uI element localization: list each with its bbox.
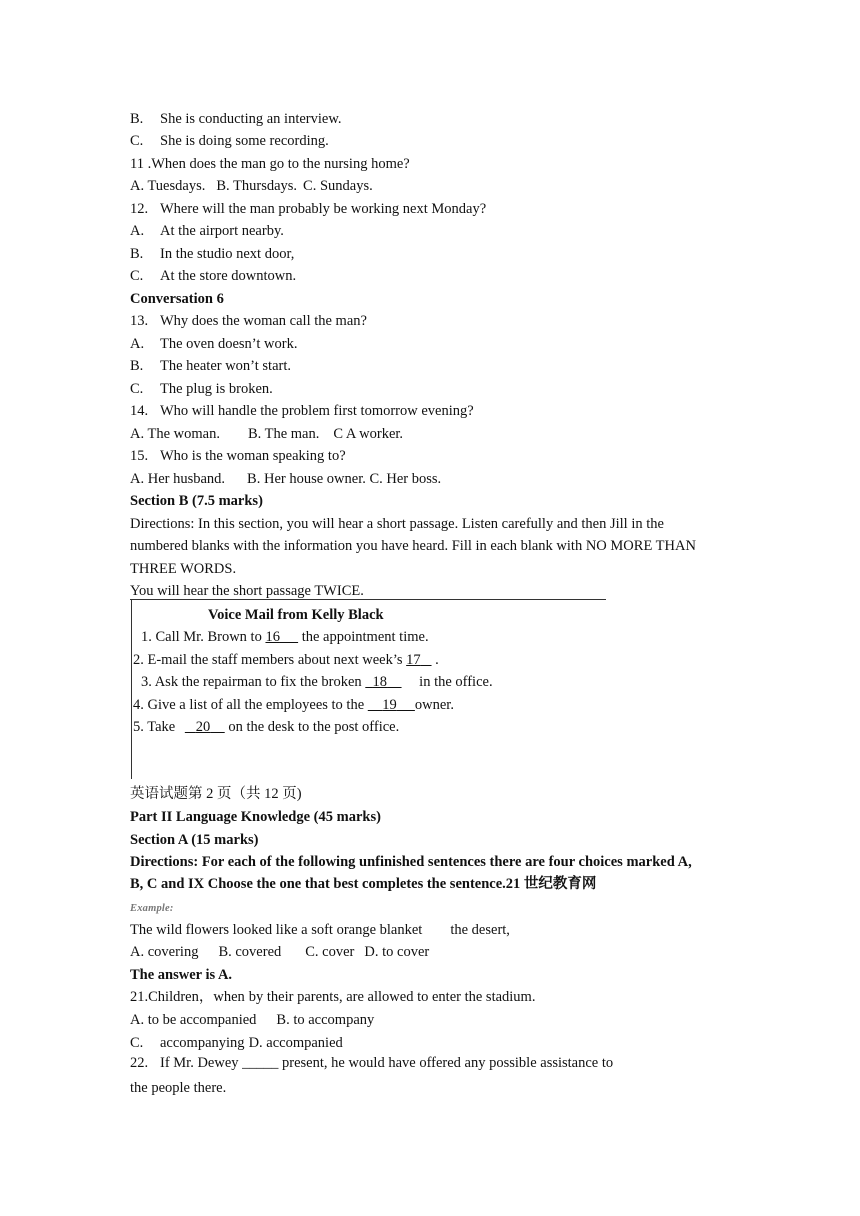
option-line: A. The oven doesn’t work.: [130, 336, 298, 352]
options-21: C. accompanying D. accompanied: [130, 1035, 343, 1051]
options-21: A. to be accompanied B. to accompany: [130, 1012, 375, 1028]
part2-directions: B, C and IX Choose the one that best completes the sentence.21 世纪教育网: [130, 876, 597, 892]
part2-title: Part II Language Knowledge (45 marks): [130, 809, 381, 825]
directions-line: Directions: In this section, you will hear a short passage. Listen carefully and then Jill in the: [130, 516, 664, 532]
question-14: 14. Who will handle the problem first tomorrow evening?: [130, 403, 474, 419]
blank-16: 16: [265, 629, 280, 645]
options-15: A. Her husband. B. Her house owner. C. Her boss.: [130, 471, 442, 487]
option-line: B. In the studio next door,: [130, 246, 295, 262]
box-top-border: [130, 599, 606, 600]
box-item-2: 2. E-mail the staff members about next week’s 17 .: [133, 652, 439, 668]
options-11: A. Tuesdays. B. Thursdays. C. Sundays.: [130, 178, 373, 194]
directions-line: You will hear the short passage TWICE.: [130, 583, 364, 599]
section-b-heading: Section B (7.5 marks): [130, 493, 263, 509]
example-label: Example:: [130, 903, 174, 914]
option-line: C. At the store downtown.: [130, 268, 297, 284]
page-footer: 英语试题第 2 页（共 12 页): [130, 786, 302, 802]
option-line: B. She is conducting an interview.: [130, 111, 342, 127]
blank-20: 20: [195, 719, 211, 735]
box-title: Voice Mail from Kelly Black: [208, 607, 384, 623]
directions-line: THREE WORDS.: [130, 561, 237, 577]
box-item-3: 3. Ask the repairman to fix the broken 18 in the office.: [141, 674, 493, 690]
box-item-5: 5. Take 20 on the desk to the post office.: [133, 719, 400, 735]
question-15: 15. Who is the woman speaking to?: [130, 448, 346, 464]
options-14: A. The woman. B. The man. C A worker.: [130, 426, 404, 442]
box-item-4: 4. Give a list of all the employees to the 19 owner.: [133, 697, 454, 713]
option-line: C. The plug is broken.: [130, 381, 273, 397]
section-a-heading: Section A (15 marks): [130, 832, 259, 848]
question-22: 22. If Mr. Dewey _____ present, he would have offered any possible assistance to: [130, 1055, 614, 1071]
question-21: 21.Children，when by their parents, are allowed to enter the stadium.: [130, 989, 536, 1005]
option-line: C. She is doing some recording.: [130, 133, 329, 149]
box-item-1: 1. Call Mr. Brown to 16 the appointment time.: [141, 629, 429, 645]
example-answer: The answer is A.: [130, 967, 233, 983]
directions-line: numbered blanks with the information you have heard. Fill in each blank with NO MORE THAN: [130, 538, 696, 554]
question-12: 12. Where will the man probably be working next Monday?: [130, 201, 487, 217]
question-11: 11 .When does the man go to the nursing home?: [130, 156, 410, 172]
blank-17: 17: [406, 652, 421, 668]
option-line: B. The heater won’t start.: [130, 358, 291, 374]
option-line: A. At the airport nearby.: [130, 223, 284, 239]
conversation-heading: Conversation 6: [130, 291, 224, 307]
part2-directions: Directions: For each of the following unfinished sentences there are four choices marked A,: [130, 854, 692, 870]
example-sentence: The wild flowers looked like a soft orange blanket the desert,: [130, 922, 510, 938]
question-13: 13. Why does the woman call the man?: [130, 313, 367, 329]
question-22-continued: the people there.: [130, 1080, 227, 1096]
box-left-border: [131, 599, 132, 779]
blank-19: 19: [382, 697, 397, 713]
example-options: A. covering B. covered C. cover D. to cover: [130, 944, 430, 960]
blank-18: 18: [372, 674, 388, 690]
